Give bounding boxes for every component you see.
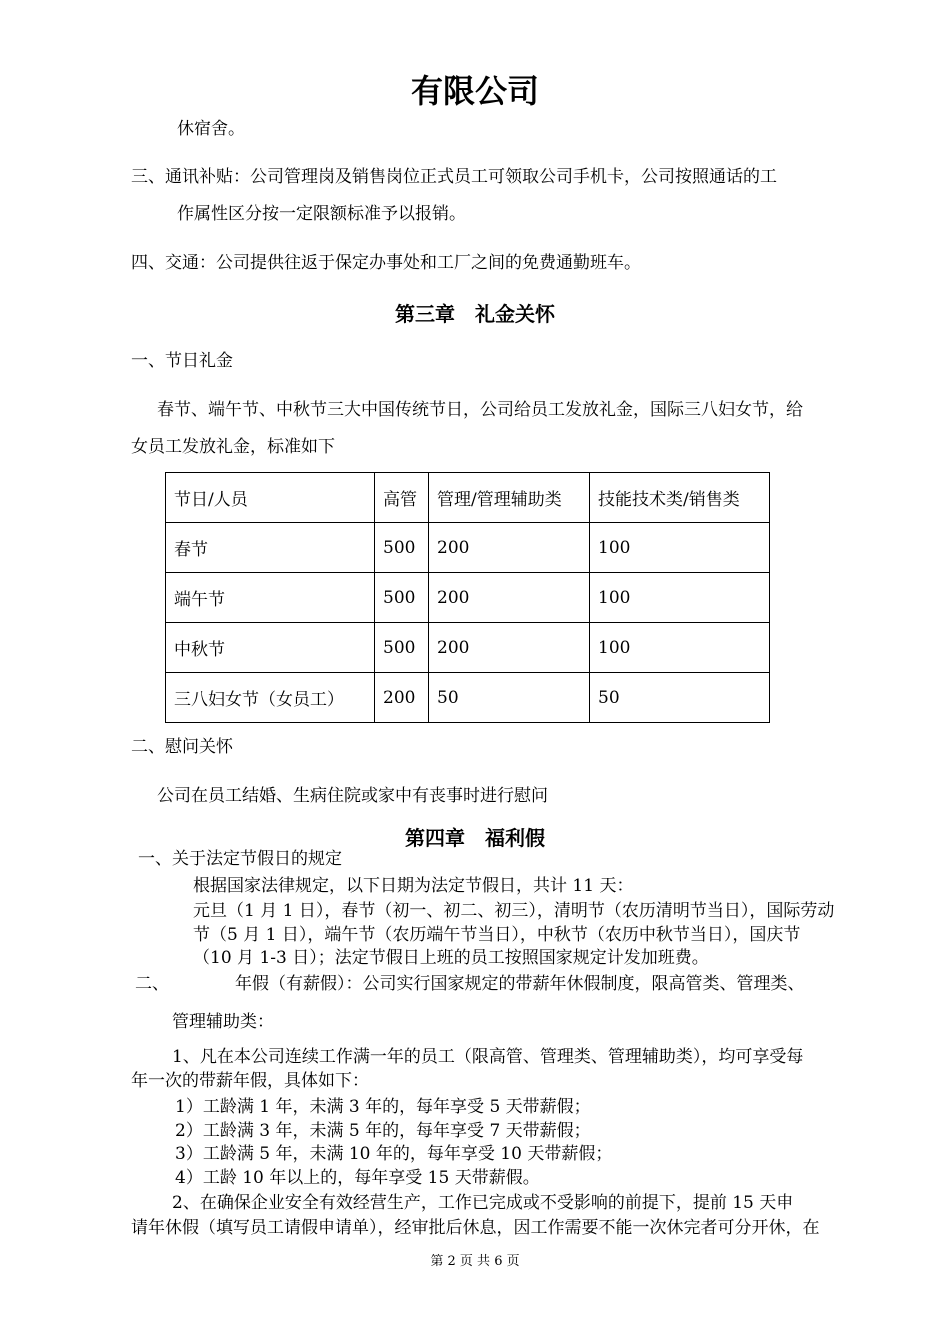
chapter4-title: 第四章 福利假: [405, 826, 545, 850]
header-cell: 技能技术类/销售类: [590, 473, 770, 523]
list-item: 3）工龄满 5 年，未满 10 年的，每年享受 10 天带薪假；: [175, 1144, 613, 1164]
table-row: [166, 573, 770, 623]
table-cell: 100: [590, 623, 770, 673]
paragraph-dorm: 休宿舍。: [177, 119, 245, 139]
page-footer: 第 2 页 共 6 页: [430, 1254, 520, 1269]
chapter3-title: 第三章 礼金关怀: [395, 302, 555, 326]
table-header-row: [166, 473, 770, 523]
table-cell: 200: [429, 623, 590, 673]
item-communication-subsidy-cont: 作属性区分按一定限额标准予以报销。: [177, 204, 466, 224]
law-line1: 根据国家法律规定，以下日期为法定节假日，共计 11 天：: [193, 876, 634, 896]
chapter4-sub2-number: 二、: [135, 974, 169, 994]
table-cell: 500: [375, 623, 429, 673]
table-cell: 中秋节: [166, 623, 375, 673]
chapter3-sub1: 一、节日礼金: [131, 351, 233, 371]
chapter4-sub1: 一、关于法定节假日的规定: [138, 849, 342, 869]
annual-leave-p2-line2: 请年休假（填写员工请假申请单），经审批后休息，因工作需要不能一次休完者可分开休，在: [131, 1218, 820, 1238]
chapter3-sub2-para: 公司在员工结婚、生病住院或家中有丧事时进行慰问: [157, 786, 548, 806]
list-item: 4）工龄 10 年以上的，每年享受 15 天带薪假。: [175, 1168, 540, 1188]
table-row: [166, 623, 770, 673]
header-cell: 节日/人员: [166, 473, 375, 523]
table-cell: 50: [429, 673, 590, 723]
table-cell: 春节: [166, 523, 375, 573]
table-cell: 200: [429, 523, 590, 573]
table-cell: 200: [375, 673, 429, 723]
annual-leave-p1-line1: 1、凡在本公司连续工作满一年的员工（限高管、管理类、管理辅助类），均可享受每: [172, 1047, 804, 1067]
law-line3: 节（5 月 1 日），端午节（农历端午节当日），中秋节（农历中秋节当日），国庆节: [193, 925, 801, 945]
page-title: 有限公司: [410, 72, 539, 110]
chapter3-para-line2: 女员工发放礼金，标准如下: [131, 437, 335, 457]
holiday-gift-table: [165, 472, 770, 723]
law-line4: （10 月 1-3 日）；法定节假日上班的员工按照国家规定计发加班费。: [193, 948, 709, 968]
chapter3-para-line1: 春节、端午节、中秋节三大中国传统节日，公司给员工发放礼金，国际三八妇女节，给: [157, 400, 803, 420]
table-cell: 50: [590, 673, 770, 723]
law-line2: 元旦（1 月 1 日），春节（初一、初二、初三），清明节（农历清明节当日），国际劳动: [193, 901, 835, 921]
table-row: [166, 673, 770, 723]
annual-leave-p1-line2: 年一次的带薪年假，具体如下：: [131, 1071, 369, 1091]
table-cell: 100: [590, 573, 770, 623]
table-cell: 500: [375, 523, 429, 573]
table-cell: 500: [375, 573, 429, 623]
chapter4-sub2-line1: 年假（有薪假）：公司实行国家规定的带薪年休假制度，限高管类、管理类、: [235, 974, 805, 994]
list-item: 1）工龄满 1 年，未满 3 年的，每年享受 5 天带薪假；: [175, 1097, 591, 1117]
table-cell: 100: [590, 523, 770, 573]
table-row: [166, 523, 770, 573]
chapter3-sub2: 二、慰问关怀: [131, 737, 233, 757]
table-cell: 200: [429, 573, 590, 623]
item-transport: 四、交通：公司提供往返于保定办事处和工厂之间的免费通勤班车。: [131, 253, 641, 273]
item-communication-subsidy: 三、通讯补贴：公司管理岗及销售岗位正式员工可领取公司手机卡，公司按照通话的工: [131, 167, 777, 187]
table-cell: 三八妇女节（女员工）: [166, 673, 375, 723]
annual-leave-p2-line1: 2、在确保企业安全有效经营生产，工作已完成或不受影响的前提下，提前 15 天申: [172, 1193, 794, 1213]
table-cell: 端午节: [166, 573, 375, 623]
list-item: 2）工龄满 3 年，未满 5 年的，每年享受 7 天带薪假；: [175, 1121, 591, 1141]
chapter4-sub2-line2: 管理辅助类：: [172, 1012, 274, 1032]
header-cell: 管理/管理辅助类: [429, 473, 590, 523]
header-cell: 高管: [375, 473, 429, 523]
